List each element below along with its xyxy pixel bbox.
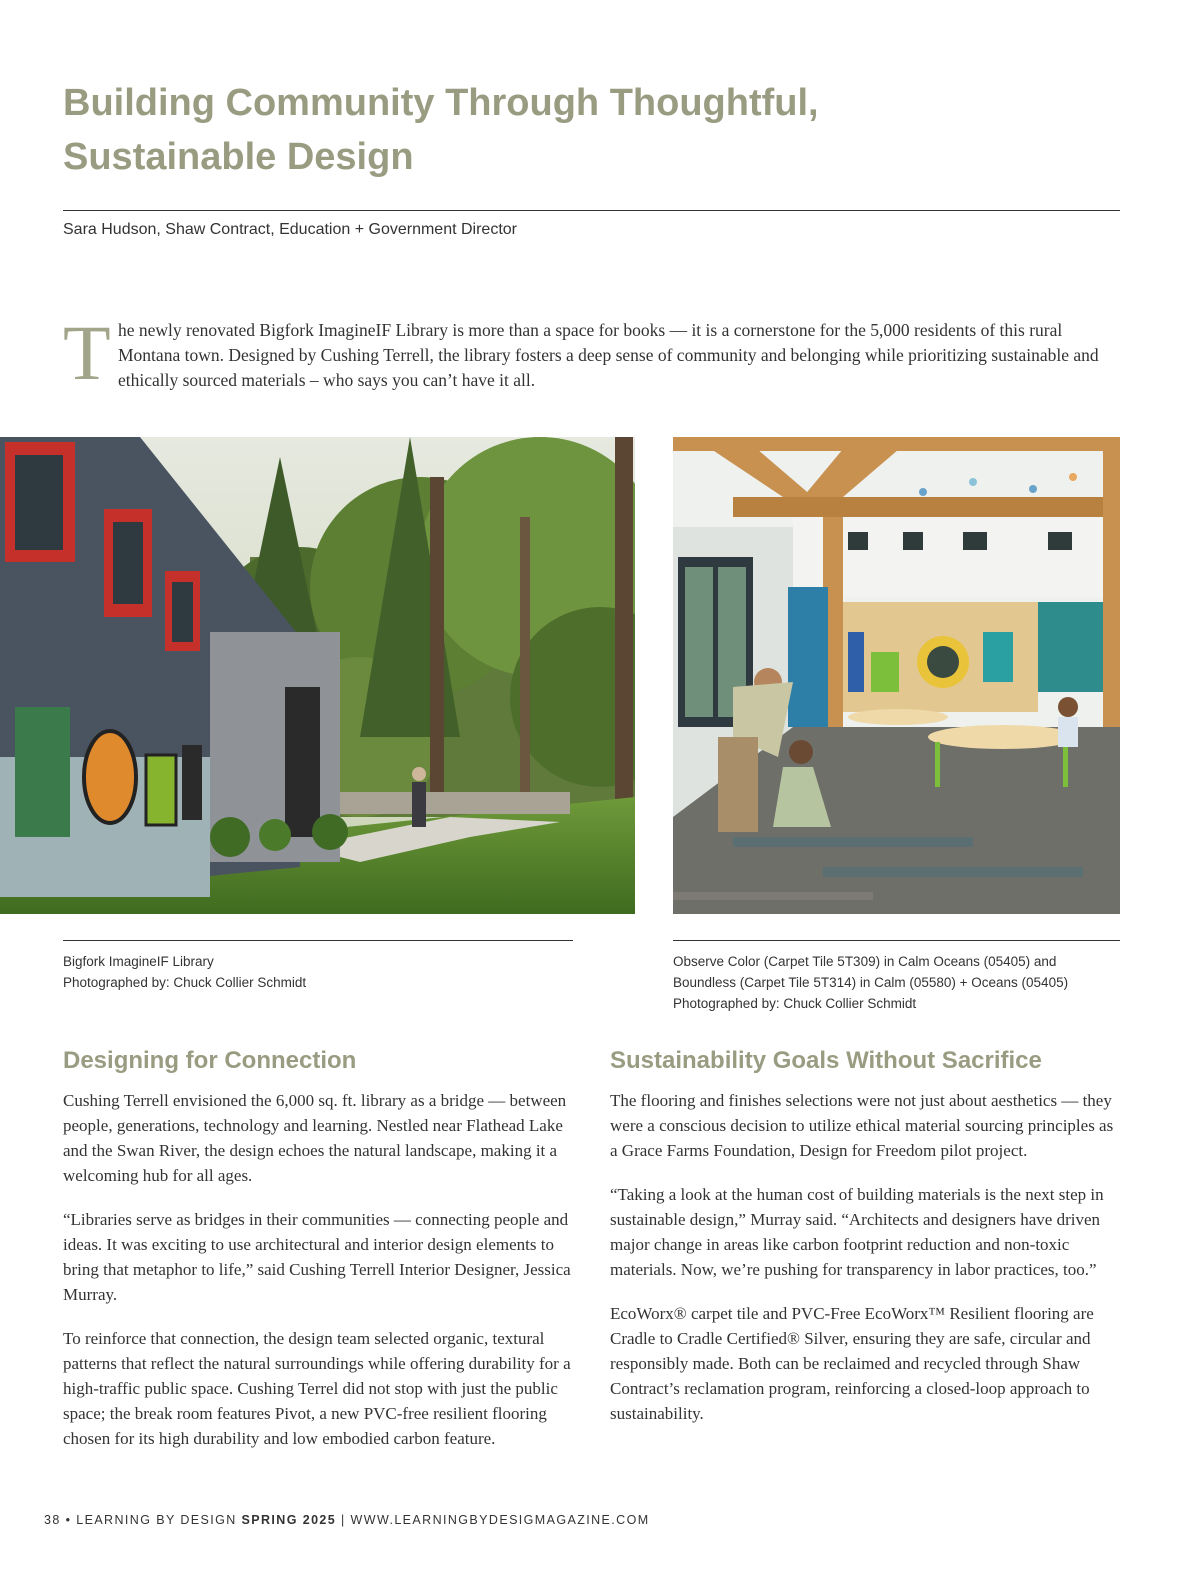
body-paragraph: The flooring and finishes selections were not just about aesthetics — they were a conscious decision to utilize ethical material sourcing principles as a Grace Farms Foundation, Design for Freedom pilot project. [610,1091,1114,1160]
body-paragraph: Cushing Terrell envisioned the 6,000 sq. ft. library as a bridge — between people, generations, technology and learning. Nestled near Flathead Lake and the Swan River, the design echoes the natural landscape, making it a welcoming hub for all ages. [63,1091,567,1185]
body-paragraph: EcoWorx® carpet tile and PVC-Free EcoWorx™ Resilient flooring are Cradle to Cradle Certified® Silver, ensuring they are safe, circular and responsibly made. Both can be reclaimed and recycled through Shaw Contract’s reclamation program, reinforcing a closed-loop approach to sustainability. [610,1304,1094,1423]
body-paragraph: “Taking a look at the human cost of building materials is the next step in sustainable design,” Murray said. “Architects and designers have driven major change in areas like carbon footprint reduction and non-toxic materials. Now, we’re pushing for transparency in labor practices, too.” [610,1185,1104,1279]
library-interior-photo [673,437,1120,914]
headline-line-1: Building Community Through Thoughtful, [63,82,819,124]
library-exterior-photo [0,437,635,914]
header-divider [63,210,1120,211]
drop-cap: T [63,309,111,396]
headline-line-2: Sustainable Design [63,136,414,178]
caption-divider-right [673,940,1120,941]
caption-line: Observe Color (Carpet Tile 5T309) in Calm Oceans (05405) and [673,954,1057,969]
interior-photo-caption [673,951,1120,1014]
section-heading: Designing for Connection [63,1047,357,1074]
body-paragraph: “Libraries serve as bridges in their communities — connecting people and ideas. It was exciting to use architectural and interior design elements to bring that metaphor to life,” said Cushing Terrell Interior Designer, Jessica Murray. [63,1210,571,1304]
page-number-and-magazine: 38 • LEARNING BY DESIGN [44,1513,242,1527]
section-heading: Sustainability Goals Without Sacrifice [610,1047,1042,1074]
exterior-photo-caption [63,951,573,993]
website-url: WWW.LEARNINGBYDESIGMAGAZINE.COM [350,1513,650,1527]
caption-line: Boundless (Carpet Tile 5T314) in Calm (05580) + Oceans (05405) [673,975,1069,990]
photo-credit: Photographed by: Chuck Collier Schmidt [673,996,917,1011]
byline: Sara Hudson, Shaw Contract, Education + Government Director [63,221,517,238]
issue-label: SPRING 2025 [241,1513,337,1527]
section-designing-for-connection [63,1044,575,1470]
photo-credit: Photographed by: Chuck Collier Schmidt [63,975,307,990]
article-headline [63,76,963,184]
page-footer [44,1513,650,1527]
body-paragraph: To reinforce that connection, the design team selected organic, textural patterns that reflect the natural surroundings while offering durability for a high-traffic public space. Cushing Terrel did not stop with just the public space; the break room features Pivot, a new PVC-free resilient flooring chosen for its high durability and low embodied carbon feature. [63,1329,571,1448]
intro-text: he newly renovated Bigfork ImagineIF Library is more than a space for books — it is a cornerstone for the 5,000 residents of this rural Montana town. Designed by Cushing Terrell, the library fosters a deep sense of community and belonging while prioritizing sustainable and ethically sourced materials – who says you can’t have it all. [118,320,1099,390]
footer-separator: | [336,1513,351,1527]
section-sustainability-goals [610,1044,1122,1445]
caption-divider-left [63,940,573,941]
caption-line: Bigfork ImagineIF Library [63,954,214,969]
